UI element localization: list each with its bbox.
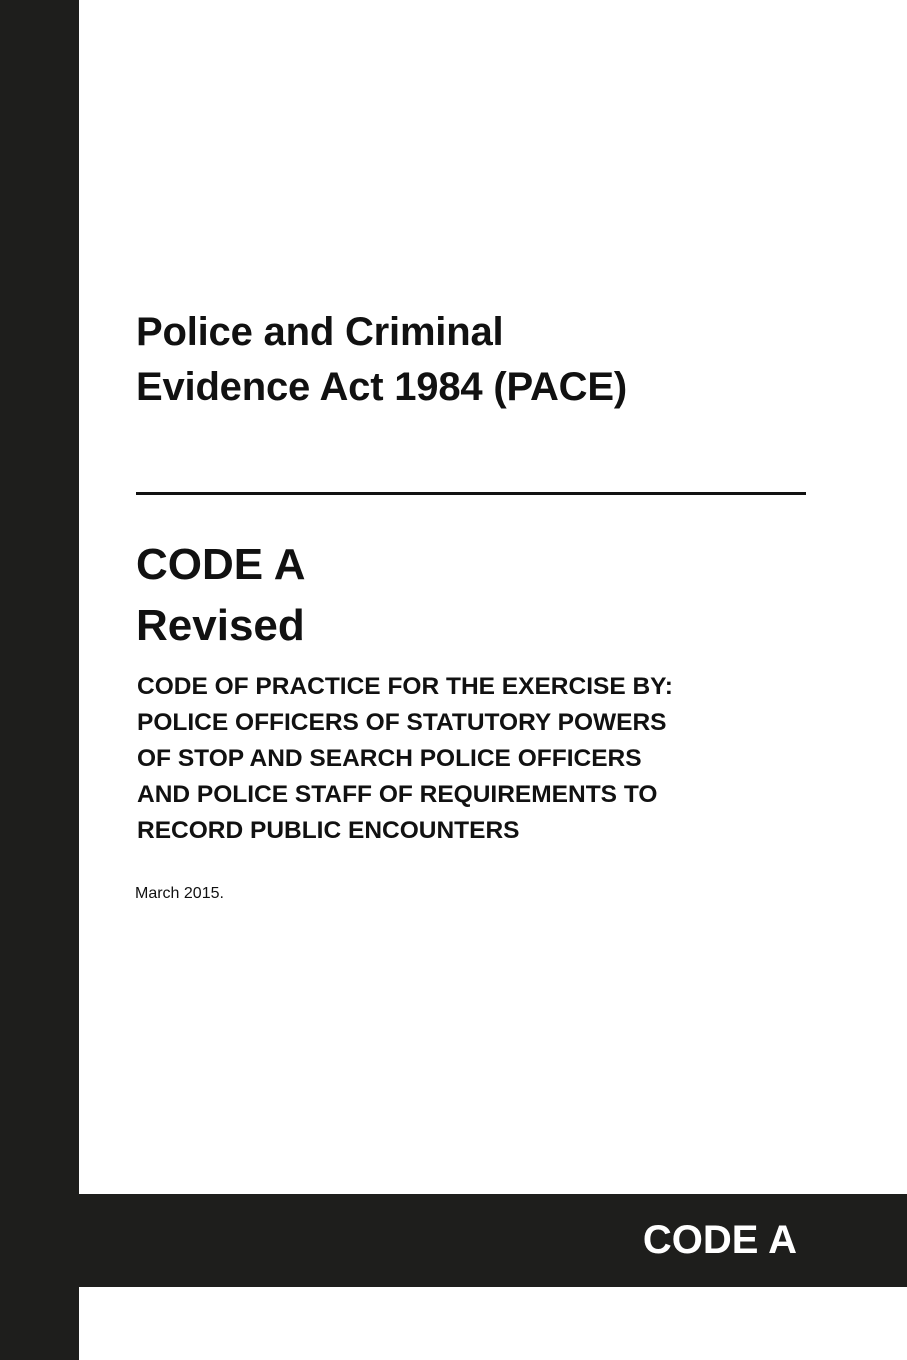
publication-date: March 2015.	[135, 885, 224, 902]
description-line-1: CODE OF PRACTICE FOR THE EXERCISE BY:	[137, 673, 673, 700]
description-line-3: OF STOP AND SEARCH POLICE OFFICERS	[137, 745, 642, 772]
code-heading: CODE A	[136, 540, 306, 589]
title-line-2: Evidence Act 1984 (PACE)	[136, 365, 627, 409]
description-line-5: RECORD PUBLIC ENCOUNTERS	[137, 817, 520, 844]
description-line-2: POLICE OFFICERS OF STATUTORY POWERS	[137, 709, 667, 736]
title-divider	[136, 492, 806, 495]
left-spine-band	[0, 0, 79, 1360]
description-line-4: AND POLICE STAFF OF REQUIREMENTS TO	[137, 781, 658, 808]
code-description	[137, 669, 673, 849]
title-line-1: Police and Criminal	[136, 310, 504, 354]
footer-band	[79, 1194, 907, 1287]
revised-label: Revised	[136, 601, 305, 650]
footer-code-label: CODE A	[642, 1218, 797, 1262]
document-title	[136, 305, 627, 415]
